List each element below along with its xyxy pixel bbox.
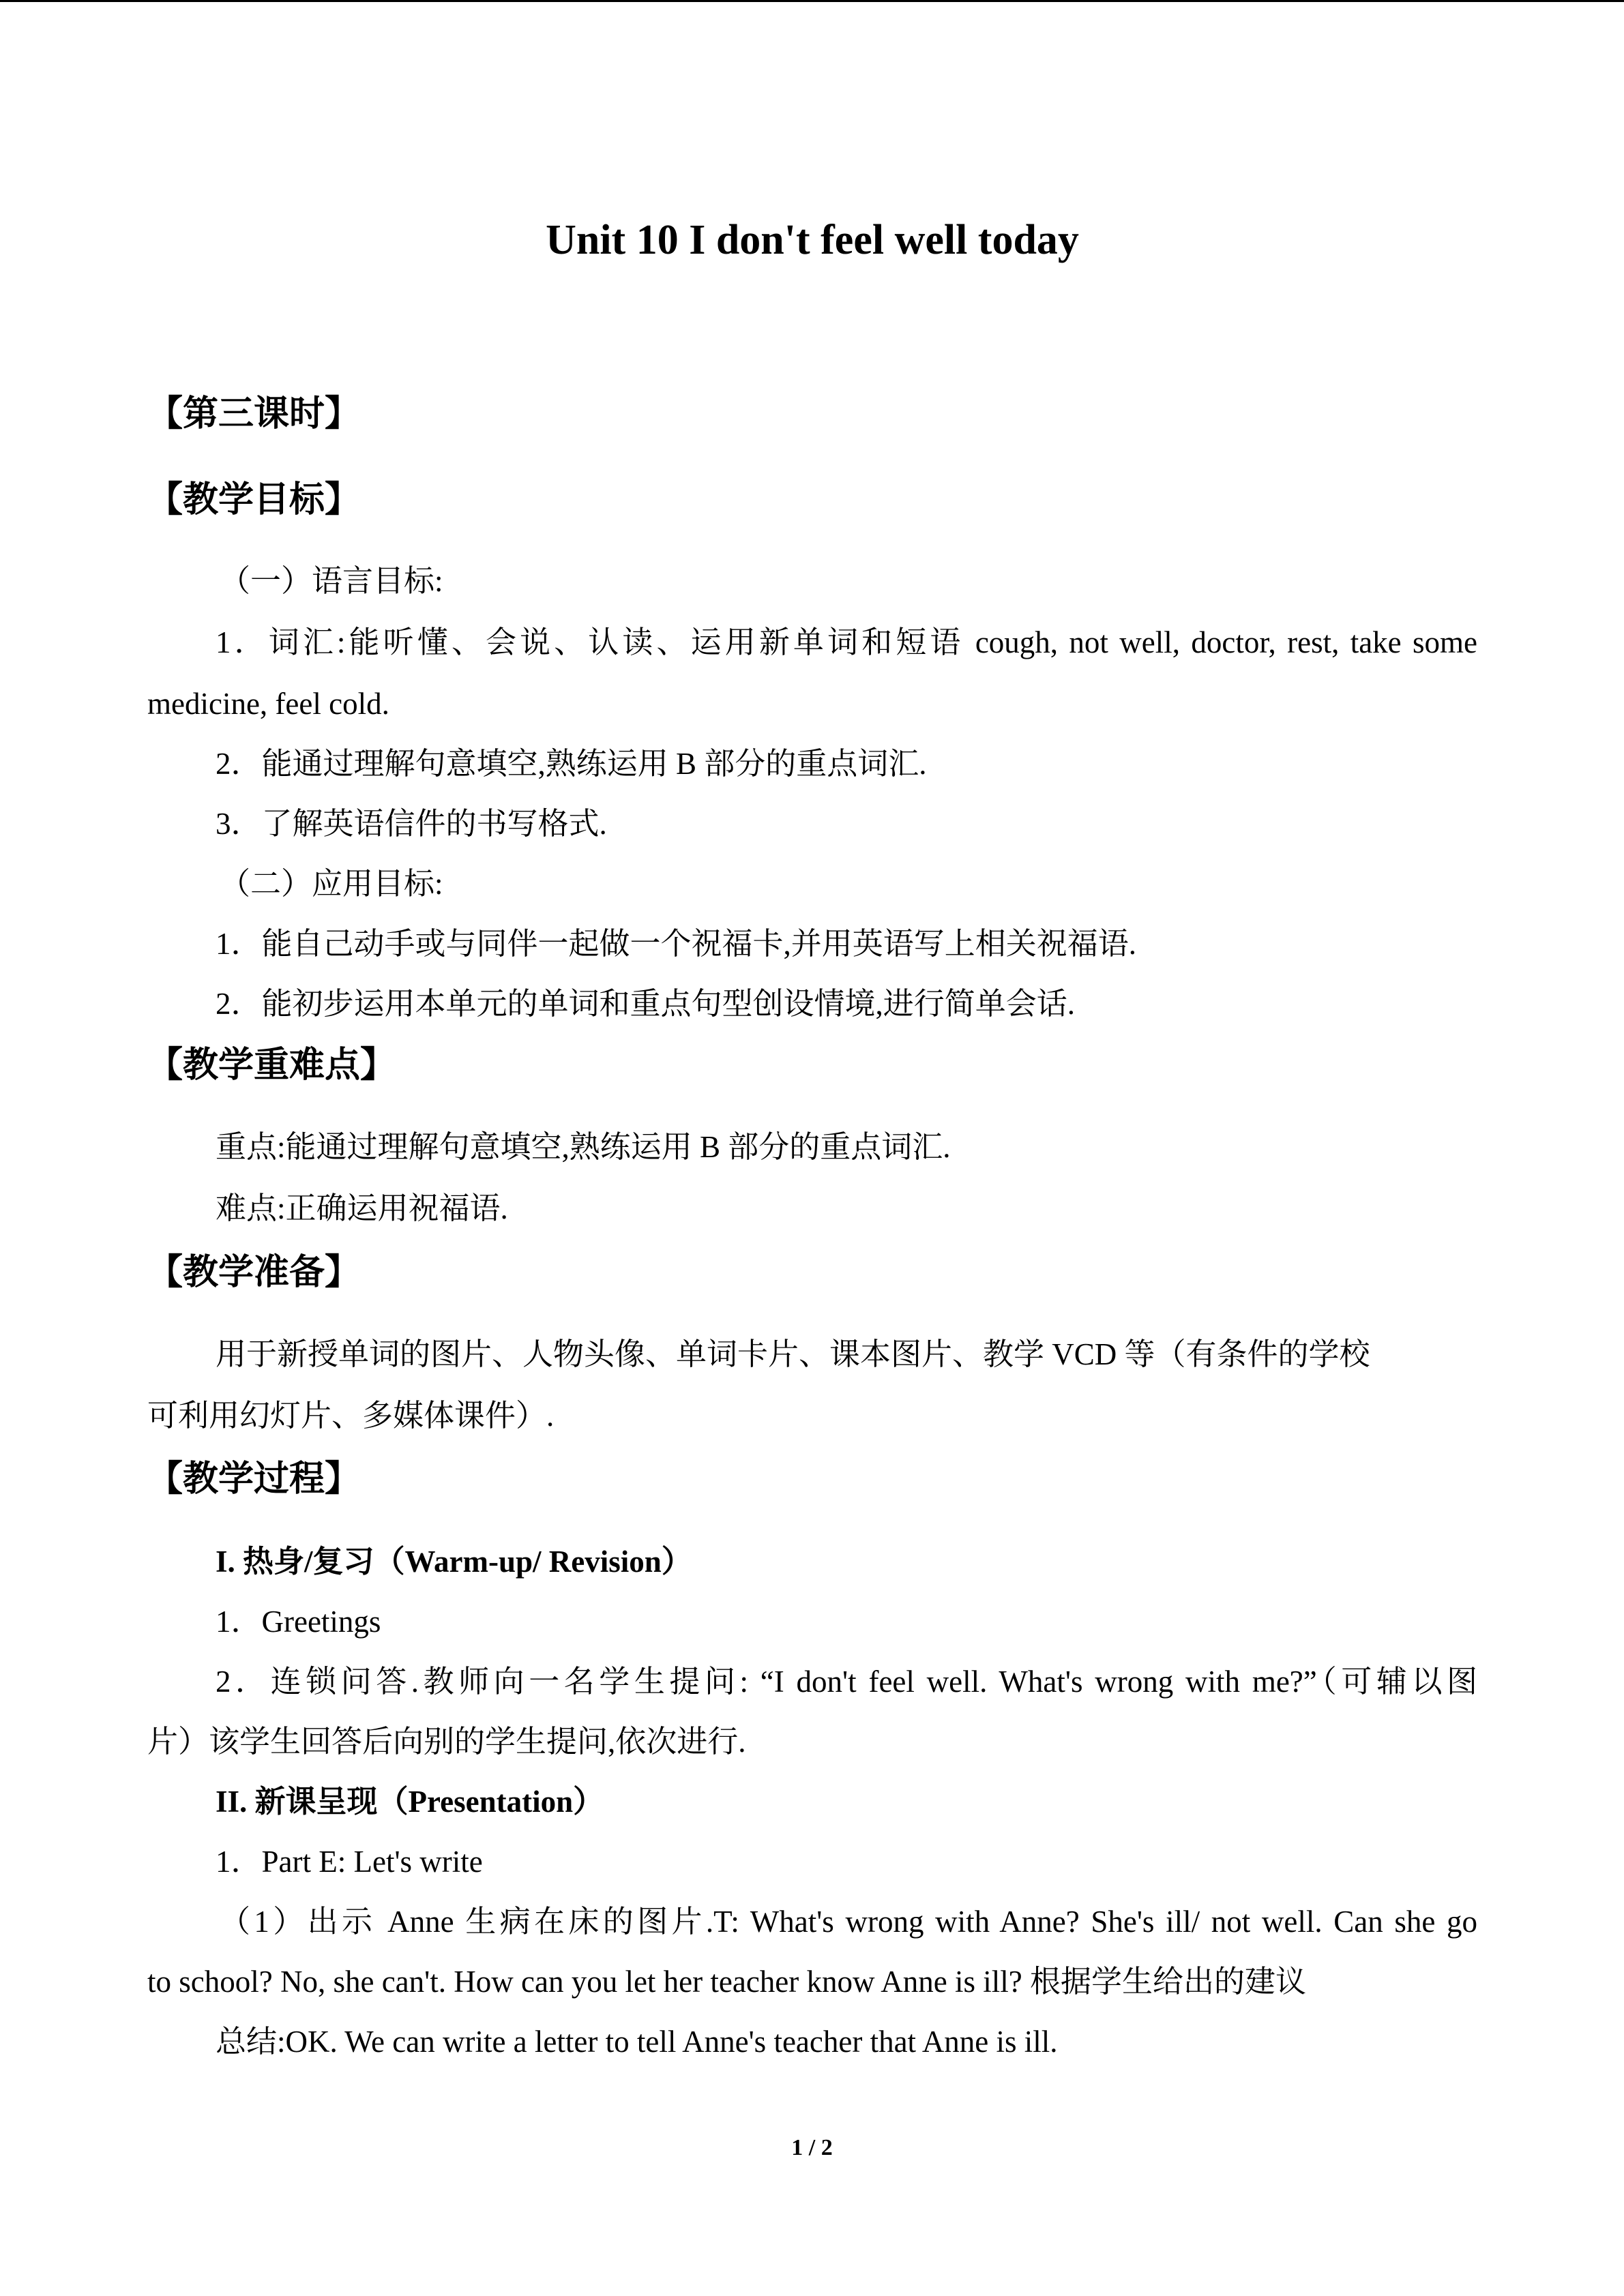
page-number: 1 / 2 <box>791 2135 833 2160</box>
presentation-item-1: 1．Part E: Let's write <box>216 1845 483 1879</box>
application-item-2: 2．能初步运用本单元的单词和重点句型创设情境,进行简单会话. <box>216 987 1076 1021</box>
application-goal-label: （二）应用目标: <box>220 867 443 901</box>
presentation-summary: 总结:OK. We can write a letter to tell Anne's teacher that Anne is ill. <box>216 2025 1058 2059</box>
top-border-rule <box>0 0 1624 2</box>
key-point-focus: 重点:能通过理解句意填空,熟练运用 B 部分的重点词汇. <box>216 1130 951 1164</box>
process-section-warmup: I. 热身/复习（Warm-up/ Revision） <box>216 1545 692 1579</box>
application-item-1: 1．能自己动手或与同伴一起做一个祝福卡,并用英语写上相关祝福语. <box>216 927 1137 961</box>
warmup-item-2-line2: 片）该学生回答后向别的学生提问,依次进行. <box>147 1725 746 1759</box>
objective-vocab-line1: 1．词汇:能听懂、会说、认读、运用新单词和短语 cough, not well, doctor, rest, take some <box>216 625 1477 659</box>
heading-key-points: 【教学重难点】 <box>147 1045 396 1086</box>
process-section-presentation: II. 新课呈现（Presentation） <box>216 1785 604 1819</box>
warmup-item-2-line1: 2．连锁问答.教师向一名学生提问: “I don't feel well. What's wrong with me?”（可辅以图 <box>216 1665 1477 1699</box>
preparation-line1: 用于新授单词的图片、人物头像、单词卡片、课本图片、教学 VCD 等（有条件的学校 <box>216 1337 1370 1371</box>
key-point-difficulty: 难点:正确运用祝福语. <box>216 1191 508 1225</box>
preparation-line2: 可利用幻灯片、多媒体课件）. <box>147 1399 555 1433</box>
warmup-item-1: 1．Greetings <box>216 1605 381 1639</box>
language-goal-label: （一）语言目标: <box>220 564 443 598</box>
document-title: Unit 10 I don't feel well today <box>546 217 1079 263</box>
objective-vocab-line2: medicine, feel cold. <box>147 687 389 721</box>
heading-objectives: 【教学目标】 <box>147 479 361 520</box>
heading-process: 【教学过程】 <box>147 1459 361 1500</box>
objective-item-3: 3．了解英语信件的书写格式. <box>216 807 607 841</box>
presentation-sub1-line2: to school? No, she can't. How can you let her teacher know Anne is ill? 根据学生给出的建议 <box>147 1965 1306 1999</box>
presentation-sub1-line1: （1）出示 Anne 生病在床的图片.T: What's wrong with Anne? She's ill/ not well. Can she go <box>220 1905 1477 1939</box>
objective-item-2: 2．能通过理解句意填空,熟练运用 B 部分的重点词汇. <box>216 747 927 781</box>
heading-preparation: 【教学准备】 <box>147 1252 361 1293</box>
heading-lesson: 【第三课时】 <box>147 393 361 434</box>
